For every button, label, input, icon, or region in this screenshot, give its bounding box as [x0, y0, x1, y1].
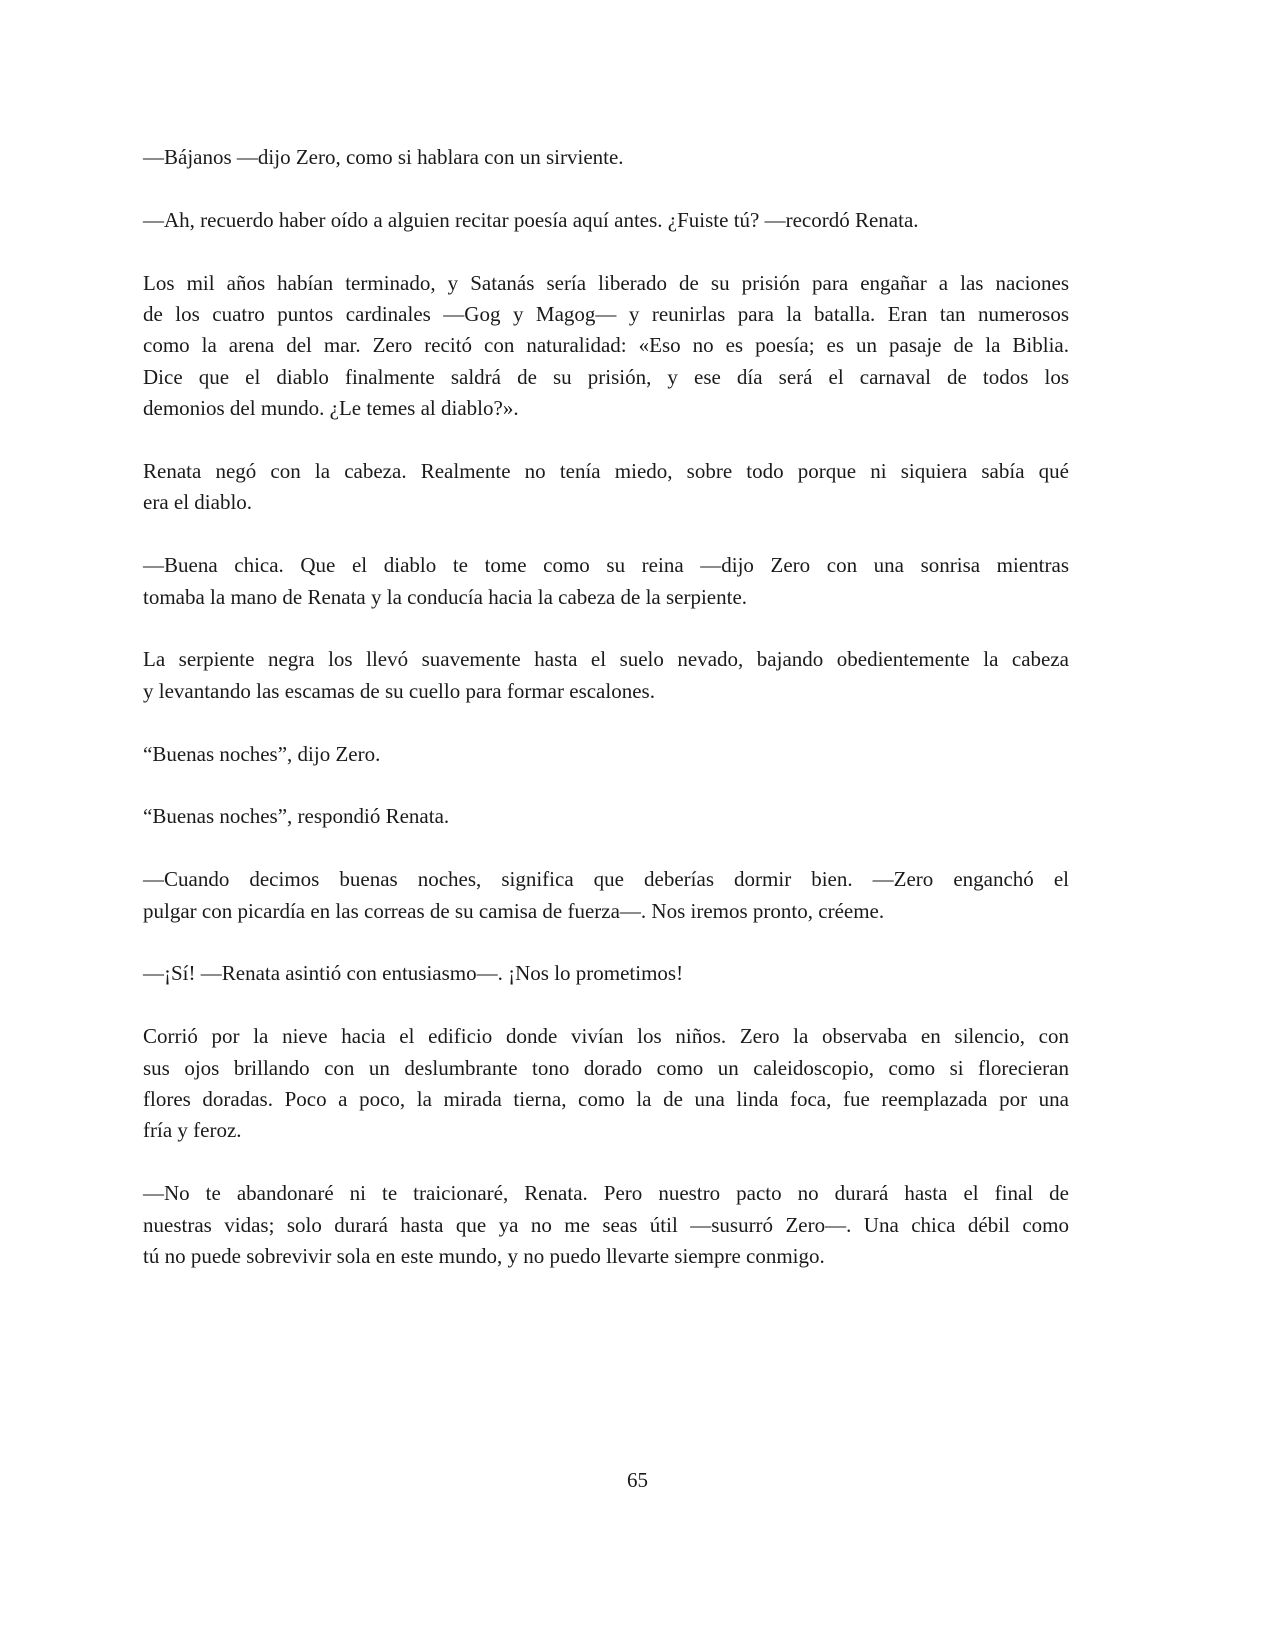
text-line: “Buenas noches”, respondió Renata.: [143, 804, 450, 829]
text-line: fría y feroz.: [143, 1118, 242, 1143]
text-line: demonios del mundo. ¿Le temes al diablo?».: [143, 396, 519, 421]
paragraph: [143, 142, 1069, 173]
text-line: —Bájanos —dijo Zero, como si hablara con un sirviente.: [143, 145, 624, 169]
paragraph: [143, 205, 1069, 236]
text-line: nuestras vidas; solo durará hasta que ya no me seas útil —susurró Zero—. Una chica débil como: [143, 1212, 1069, 1237]
paragraph: [143, 864, 1069, 927]
paragraph: [143, 739, 1069, 770]
text-line: —No te abandonaré ni te traicionaré, Renata. Pero nuestro pacto no durará hasta el final de: [143, 1181, 1069, 1206]
text-line: —Ah, recuerdo haber oído a alguien recitar poesía aquí antes. ¿Fuiste tú? —recordó Renata.: [143, 207, 919, 232]
text-line: tú no puede sobrevivir sola en este mundo, y no puedo llevarte siempre conmigo.: [143, 1244, 825, 1269]
text-line: y levantando las escamas de su cuello para formar escalones.: [143, 678, 655, 703]
paragraph: [143, 268, 1069, 425]
text-line: “Buenas noches”, dijo Zero.: [143, 741, 381, 766]
paragraph: [143, 644, 1069, 707]
text-line: era el diablo.: [143, 490, 253, 515]
text-line: tomaba la mano de Renata y la conducía hacia la cabeza de la serpiente.: [143, 584, 748, 609]
text-line: La serpiente negra los llevó suavemente hasta el suelo nevado, bajando obedientemente la cabeza: [143, 647, 1069, 672]
text-line: —¡Sí! —Renata asintió con entusiasmo—. ¡Nos lo prometimos!: [143, 961, 684, 986]
paragraph: [143, 958, 1069, 989]
paragraph: [143, 550, 1069, 613]
text-line: de los cuatro puntos cardinales —Gog y Magog— y reunirlas para la batalla. Eran tan numerosos: [143, 302, 1069, 326]
text-line: pulgar con picardía en las correas de su camisa de fuerza—. Nos iremos pronto, créeme.: [143, 898, 885, 923]
text-line: Los mil años habían terminado, y Satanás sería liberado de su prisión para engañar a las naciones: [143, 270, 1069, 295]
text-line: —Buena chica. Que el diablo te tome como su reina —dijo Zero con una sonrisa mientras: [143, 553, 1069, 578]
paragraph: [143, 1178, 1069, 1272]
text-line: Corrió por la nieve hacia el edificio donde vivían los niños. Zero la observaba en silencio, con: [143, 1024, 1069, 1049]
paragraph: [143, 456, 1069, 519]
text-line: Renata negó con la cabeza. Realmente no tenía miedo, sobre todo porque ni siquiera sabía qué: [143, 459, 1069, 484]
paragraph: [143, 1021, 1069, 1147]
text-line: flores doradas. Poco a poco, la mirada tierna, como la de una linda foca, fue reemplazada por una: [143, 1087, 1069, 1112]
text-line: Dice que el diablo finalmente saldrá de su prisión, y ese día será el carnaval de todos los: [143, 364, 1069, 389]
page-number: 65: [627, 1468, 648, 1492]
page-body: [143, 142, 1069, 1304]
paragraph: [143, 801, 1069, 832]
text-line: —Cuando decimos buenas noches, significa que deberías dormir bien. —Zero enganchó el: [143, 867, 1069, 892]
text-line: como la arena del mar. Zero recitó con naturalidad: «Eso no es poesía; es un pasaje de la Biblia.: [143, 333, 1069, 358]
text-line: sus ojos brillando con un deslumbrante tono dorado como un caleidoscopio, como si florecieran: [143, 1055, 1069, 1080]
